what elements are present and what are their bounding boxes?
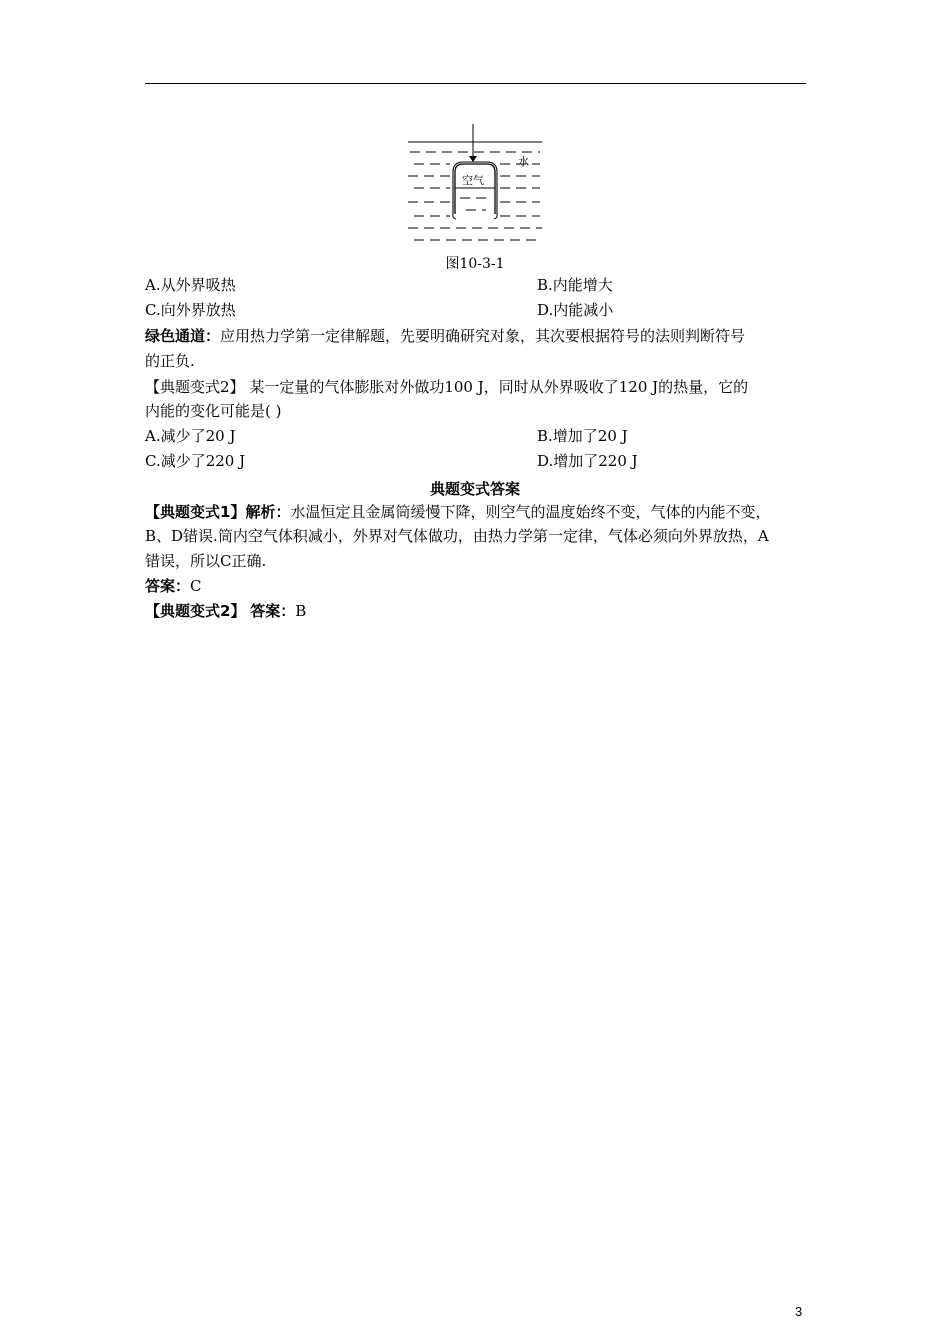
figure-caption: 图10-3-1 [445, 256, 505, 272]
answer1-line-3: 错误，所以C正确. [145, 552, 267, 570]
q2-tag: 【典题变式2】 [145, 378, 245, 396]
cylinder-in-water-figure [400, 122, 550, 248]
answer2-answer-label: 答案： [250, 602, 296, 620]
answer1-text-1: 水温恒定且金属筒缓慢下降，则空气的温度始终不变，气体的内能不变， [290, 503, 771, 521]
page-number: 3 [795, 1304, 803, 1319]
answer2-answer-value: B [295, 602, 307, 620]
tip-line-1 [145, 326, 745, 346]
answer1-line-1 [145, 502, 770, 522]
tip-text-1: 应用热力学第一定律解题，先要明确研究对象，其次要根据符号的法则判断符号 [220, 327, 746, 345]
answer1-answer-value: C [190, 577, 202, 595]
answers-title: 典题变式答案 [429, 480, 520, 498]
q1-option-b: B.内能增大 [537, 276, 613, 294]
q2-option-a: A.减少了20 J [145, 427, 236, 445]
q2-option-c: C.减少了220 J [145, 452, 246, 470]
q1-option-c: C.向外界放热 [145, 301, 236, 319]
q2-text-1: 某一定量的气体膨胀对外做功100 J，同时从外界吸收了120 J的热量，它的 [249, 378, 749, 396]
arrow-down-icon [469, 156, 477, 162]
answer1-line-2: B、D错误.筒内空气体积减小，外界对气体做功，由热力学第一定律，气体必须向外界放热，A [145, 527, 769, 545]
q1-option-a: A.从外界吸热 [145, 276, 236, 294]
air-label: 空气 [462, 174, 484, 187]
water-label: 水 [518, 155, 529, 168]
answer2-tag: 【典题变式2】 [145, 602, 246, 620]
q2-option-d: D.增加了220 J [537, 452, 638, 470]
answer1-tag: 【典题变式1】 [145, 503, 246, 521]
tip-line-2: 的正负. [145, 352, 195, 370]
header-rule [145, 83, 806, 84]
q1-option-d: D.内能减小 [537, 301, 614, 319]
q2-option-b: B.增加了20 J [537, 427, 628, 445]
answer1-answer [145, 576, 202, 596]
answer1-label: 解析： [245, 503, 291, 521]
answer2-line [145, 601, 306, 621]
answer1-answer-label: 答案： [145, 577, 191, 595]
tip-label: 绿色通道： [145, 327, 221, 345]
q2-line-2: 内能的变化可能是( ) [145, 402, 282, 420]
q2-line-1 [145, 377, 748, 397]
